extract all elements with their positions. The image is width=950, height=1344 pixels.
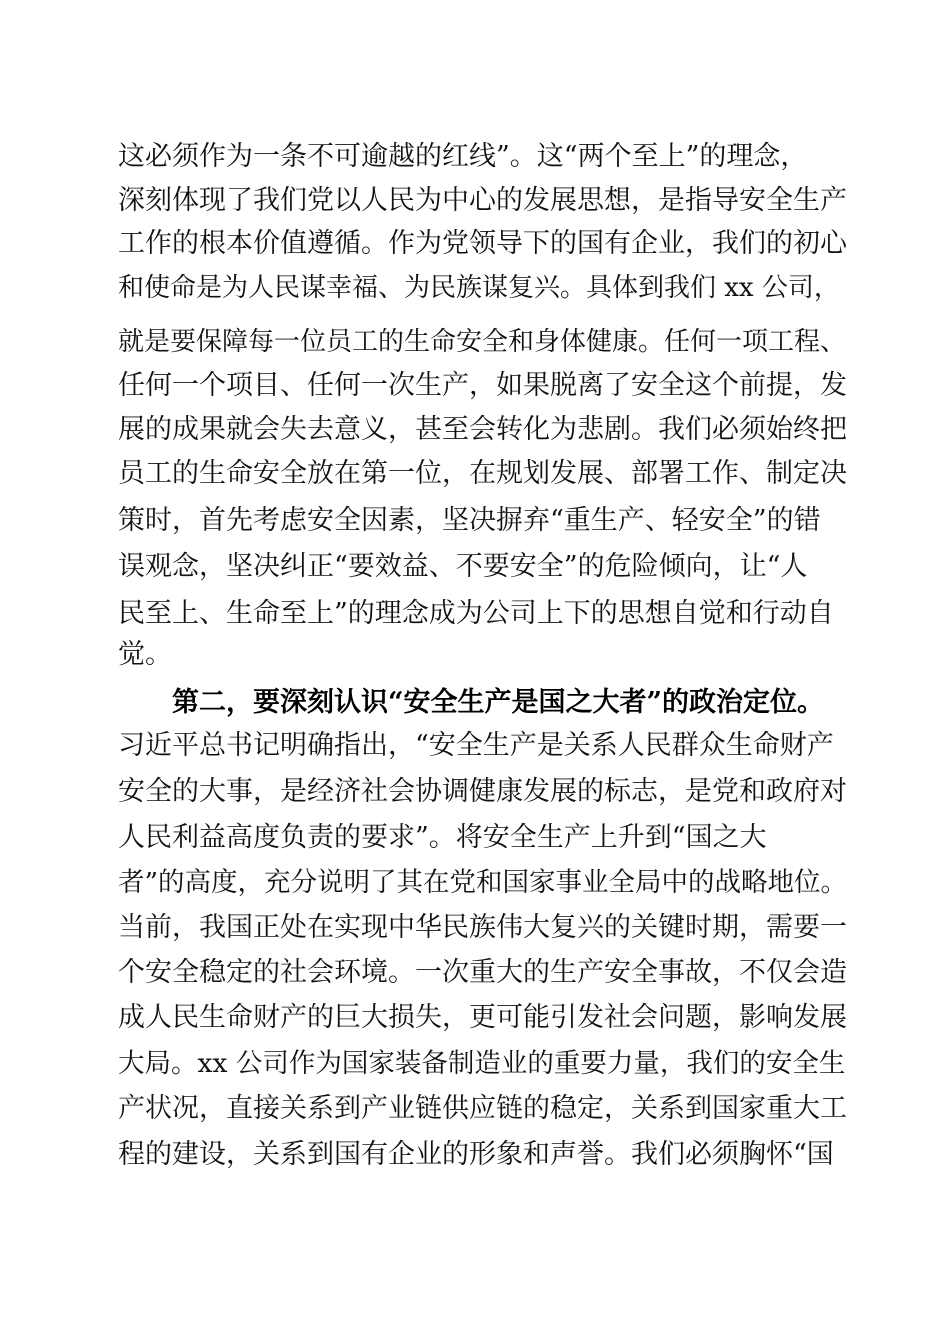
- body-text-line: [0, 224, 950, 264]
- line-text: 就是要保障每一位员工的生命安全和身体健康。任何一项工程、: [118, 327, 847, 357]
- line-text: 安全的大事，是经济社会协调健康发展的标志，是党和政府对: [118, 776, 847, 807]
- line-text: 员工的生命安全放在第一位，在规划发展、部署工作、制定决: [118, 458, 847, 489]
- body-text-line: [0, 1044, 950, 1084]
- body-text-line: [0, 1089, 950, 1129]
- body-text-line: [0, 137, 950, 177]
- section-heading-text: 第二，要深刻认识“安全生产是国之大者”的政治定位。: [172, 687, 825, 718]
- line-text: 个安全稳定的社会环境。一次重大的生产安全事故，不仅会造: [118, 957, 847, 988]
- body-text-line: [0, 635, 950, 675]
- line-text: 策时，首先考虑安全因素，坚决摒弃“重生产、轻安全”的错: [118, 505, 821, 536]
- line-text: 成人民生命财产的巨大损失，更可能引发社会问题，影响发展: [118, 1002, 847, 1033]
- line-text: 产状况，直接关系到产业链供应链的稳定，关系到国家重大工: [118, 1093, 847, 1124]
- body-text-line: [0, 998, 950, 1038]
- body-text-line: [0, 547, 950, 587]
- body-text-line: [0, 594, 950, 634]
- body-text-line: [0, 410, 950, 450]
- line-text: 深刻体现了我们党以人民为中心的发展思想，是指导安全生产: [118, 185, 847, 216]
- line-text: 人民利益高度负责的要求”。将安全生产上升到“国之大: [118, 822, 767, 853]
- body-text-line: [0, 818, 950, 858]
- line-text: 当前，我国正处在实现中华民族伟大复兴的关键时期，需要一: [118, 912, 847, 943]
- line-text: 任何一个项目、任何一次生产，如果脱离了安全这个前提，发: [118, 370, 847, 401]
- line-text: 习近平总书记明确指出，“安全生产是关系人民群众生命财产: [118, 730, 834, 761]
- body-text-line: [0, 501, 950, 541]
- line-text: 程的建设，关系到国有企业的形象和声誉。我们必须胸怀“国: [118, 1139, 834, 1170]
- line-text: 觉。: [118, 639, 172, 670]
- body-text-line: [0, 908, 950, 948]
- body-text-line: [0, 366, 950, 406]
- line-text: 大局。xx 公司作为国家装备制造业的重要力量，我们的安全生: [118, 1048, 846, 1079]
- body-text-line: [0, 454, 950, 494]
- body-text-line: [0, 863, 950, 903]
- line-text: 误观念，坚决纠正“要效益、不要安全”的危险倾向，让“人: [118, 551, 808, 582]
- body-text-line: [0, 772, 950, 812]
- line-text: 工作的根本价值遵循。作为党领导下的国有企业，我们的初心: [118, 228, 847, 259]
- line-text: 民至上、生命至上”的理念成为公司上下的思想自觉和行动自: [118, 598, 834, 629]
- body-text-line: [0, 322, 950, 362]
- section-heading-line: [0, 683, 950, 723]
- body-text-line: [0, 1135, 950, 1175]
- line-text: 者”的高度，充分说明了其在党和国家事业全局中的战略地位。: [118, 867, 848, 898]
- body-text-line: [0, 268, 950, 308]
- line-text: 展的成果就会失去意义，甚至会转化为悲剧。我们必须始终把: [118, 414, 847, 445]
- line-text: 和使命是为人民谋幸福、为民族谋复兴。具体到我们 xx 公司，: [118, 273, 840, 303]
- line-text: 这必须作为一条不可逾越的红线”。这“两个至上”的理念，: [118, 141, 808, 172]
- body-text-line: [0, 726, 950, 766]
- body-text-line: [0, 953, 950, 993]
- body-text-line: [0, 181, 950, 221]
